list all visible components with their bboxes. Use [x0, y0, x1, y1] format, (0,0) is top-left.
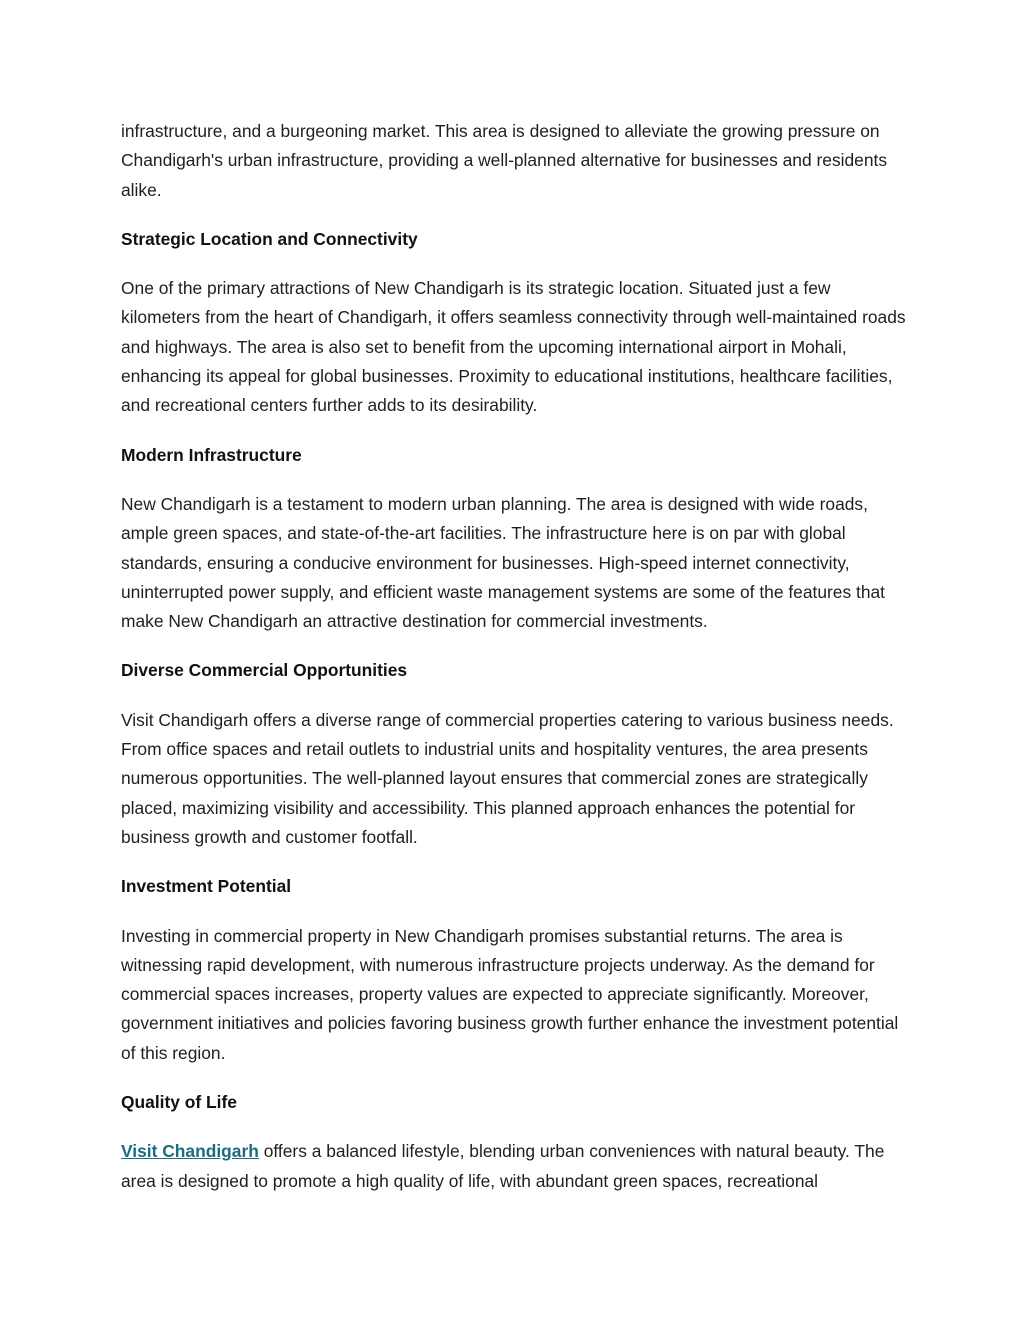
section-heading-investment: Investment Potential [121, 876, 292, 897]
document-page [121, 117, 911, 1196]
section-heading-infrastructure: Modern Infrastructure [121, 444, 302, 465]
section-body-quality-of-life [121, 1137, 911, 1196]
visit-chandigarh-link[interactable]: Visit Chandigarh [121, 1141, 259, 1162]
quality-of-life-text: offers a balanced lifestyle, blending urban conveniences with natural beauty. The area is designed to promote a high quality of life, with abundant green spaces, recreational [121, 1141, 885, 1191]
section-body-opportunities: Visit Chandigarh offers a diverse range of commercial properties catering to various business needs. From office spaces and retail outlets to industrial units and hospitality ventures, the area presents numerous opportunities. The well-planned layout ensures that commercial zones are strategically placed, maximizing visibility and accessibility. This planned approach enhances the potential for business growth and customer footfall. [121, 709, 894, 847]
section-body-investment: Investing in commercial property in New Chandigarh promises substantial returns. The area is witnessing rapid development, with numerous infrastructure projects underway. As the demand for commercial spaces increases, property values are expected to appreciate significantly. Moreover, government initiatives and policies favoring business growth further enhance the investment potential of this region. [121, 925, 899, 1063]
section-heading-opportunities: Diverse Commercial Opportunities [121, 660, 408, 681]
section-heading-quality-of-life: Quality of Life [121, 1092, 237, 1113]
section-body-location: One of the primary attractions of New Chandigarh is its strategic location. Situated just a few kilometers from the heart of Chandigarh, it offers seamless connectivity through well-maintained roads and highways. The area is also set to benefit from the upcoming international airport in Mohali, enhancing its appeal for global businesses. Proximity to educational institutions, healthcare facilities, and recreational centers further adds to its desirability. [121, 278, 906, 416]
section-heading-location: Strategic Location and Connectivity [121, 228, 418, 249]
intro-paragraph: infrastructure, and a burgeoning market. This area is designed to alleviate the growing pressure on Chandigarh's urban infrastructure, providing a well-planned alternative for businesses and residents alike. [121, 121, 888, 200]
section-body-infrastructure: New Chandigarh is a testament to modern urban planning. The area is designed with wide roads, ample green spaces, and state-of-the-art facilities. The infrastructure here is on par with global standards, ensuring a conducive environment for businesses. High-speed internet connectivity, uninterrupted power supply, and efficient waste management systems are some of the features that make New Chandigarh an attractive destination for commercial investments. [121, 493, 885, 632]
